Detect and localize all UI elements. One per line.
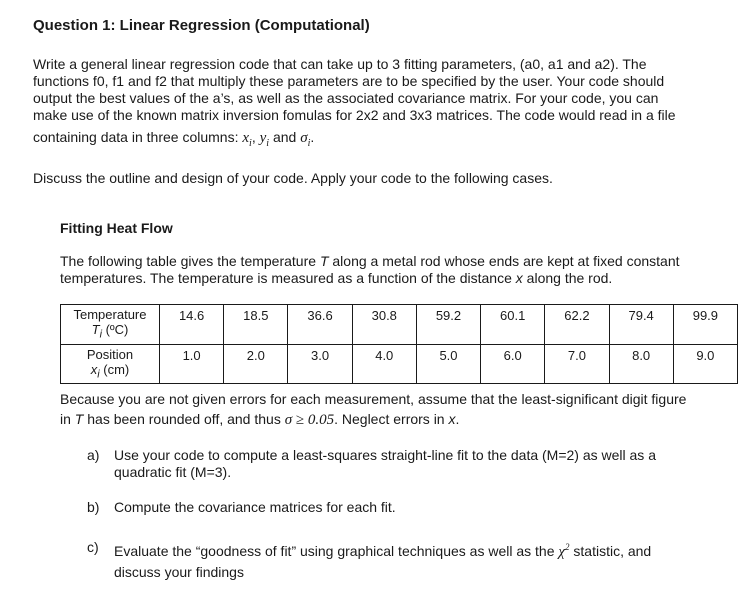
question-title: Question 1: Linear Regression (Computational) <box>33 17 370 34</box>
position-cell: 6.0 <box>481 344 545 384</box>
temperature-cell: 79.4 <box>609 305 673 345</box>
position-cell: 4.0 <box>352 344 416 384</box>
errors-note-line: in T has been rounded off, and thus σ ≥ 0.05. Neglect errors in x. <box>60 411 460 428</box>
temperature-cell: 30.8 <box>352 305 416 345</box>
math-sigma-i: $\sigma_i$ <box>300 130 311 149</box>
part-a <box>87 447 656 481</box>
part-c-label: c) <box>87 539 99 555</box>
position-cell: 7.0 <box>545 344 609 384</box>
temperature-header-cell: Temperature $T_i$ (ºC) <box>61 305 160 345</box>
description-line: The following table gives the temperature T along a metal rod whose ends are kept at fixed constant <box>60 253 680 269</box>
position-header-cell: Position $x_i$ (cm) <box>61 344 160 384</box>
table-row-temperature <box>61 305 738 345</box>
temperature-cell: 59.2 <box>416 305 480 345</box>
position-cell: 1.0 <box>160 344 224 384</box>
discuss-text: Discuss the outline and design of your code. Apply your code to the following cases. <box>33 170 553 186</box>
position-cell: 5.0 <box>416 344 480 384</box>
position-cell: 3.0 <box>288 344 352 384</box>
math-x-i: $x_i$ <box>242 130 252 149</box>
part-a-line: quadratic fit (M=3). <box>114 464 232 480</box>
intro-line: Write a general linear regression code that can take up to 3 fitting parameters, (a0, a1 and a2). The <box>33 56 647 72</box>
question-intro <box>33 56 733 152</box>
section-title: Fitting Heat Flow <box>60 220 173 236</box>
temperature-cell: 36.6 <box>288 305 352 345</box>
errors-note-line: Because you are not given errors for each measurement, assume that the least-significant digit figure <box>60 391 687 407</box>
part-c-line: discuss your findings <box>114 564 244 580</box>
temperature-cell: 99.9 <box>673 305 737 345</box>
part-c-line: Evaluate the “goodness of fit” using graphical techniques as well as the $\chi^2$ statistic, and <box>114 542 652 560</box>
temperature-cell: 60.1 <box>481 305 545 345</box>
intro-line: make use of the known matrix inversion fomulas for 2x2 and 3x3 matrices. The code would read in a file <box>33 107 676 123</box>
temperature-cell: 18.5 <box>224 305 288 345</box>
part-b <box>87 499 396 516</box>
math-sigma-bound: σ ≥ 0.05 <box>284 412 335 428</box>
part-b-line: Compute the covariance matrices for each fit. <box>114 499 396 515</box>
math-y-i: $y_i$ <box>259 130 270 149</box>
part-c <box>87 539 651 581</box>
part-a-line: Use your code to compute a least-squares straight-line fit to the data (M=2) as well as a <box>114 447 656 463</box>
errors-note <box>60 391 750 429</box>
position-cell: 9.0 <box>673 344 737 384</box>
data-table <box>60 304 738 384</box>
intro-line: functions f0, f1 and f2 that multiply these parameters are to be specified by the user. Your code should <box>33 73 665 89</box>
temperature-cell: 62.2 <box>545 305 609 345</box>
intro-columns-line: containing data in three columns: $x_i$, $y_i$ and $\sigma_i$. <box>33 129 315 149</box>
position-cell: 2.0 <box>224 344 288 384</box>
position-cell: 8.0 <box>609 344 673 384</box>
intro-and: and <box>272 129 297 145</box>
temperature-cell: 14.6 <box>160 305 224 345</box>
part-a-label: a) <box>87 447 100 463</box>
description-line: temperatures. The temperature is measured as a function of the distance x along the rod. <box>60 270 613 286</box>
part-b-label: b) <box>87 499 100 515</box>
table-row-position <box>61 344 738 384</box>
section-description <box>60 253 740 287</box>
intro-columns-prefix: containing data in three columns: <box>33 129 239 145</box>
math-chi-squared: $\chi^2$ <box>558 542 570 560</box>
intro-line: output the best values of the a’s, as well as the associated covariance matrix. For your code, you can <box>33 90 659 106</box>
